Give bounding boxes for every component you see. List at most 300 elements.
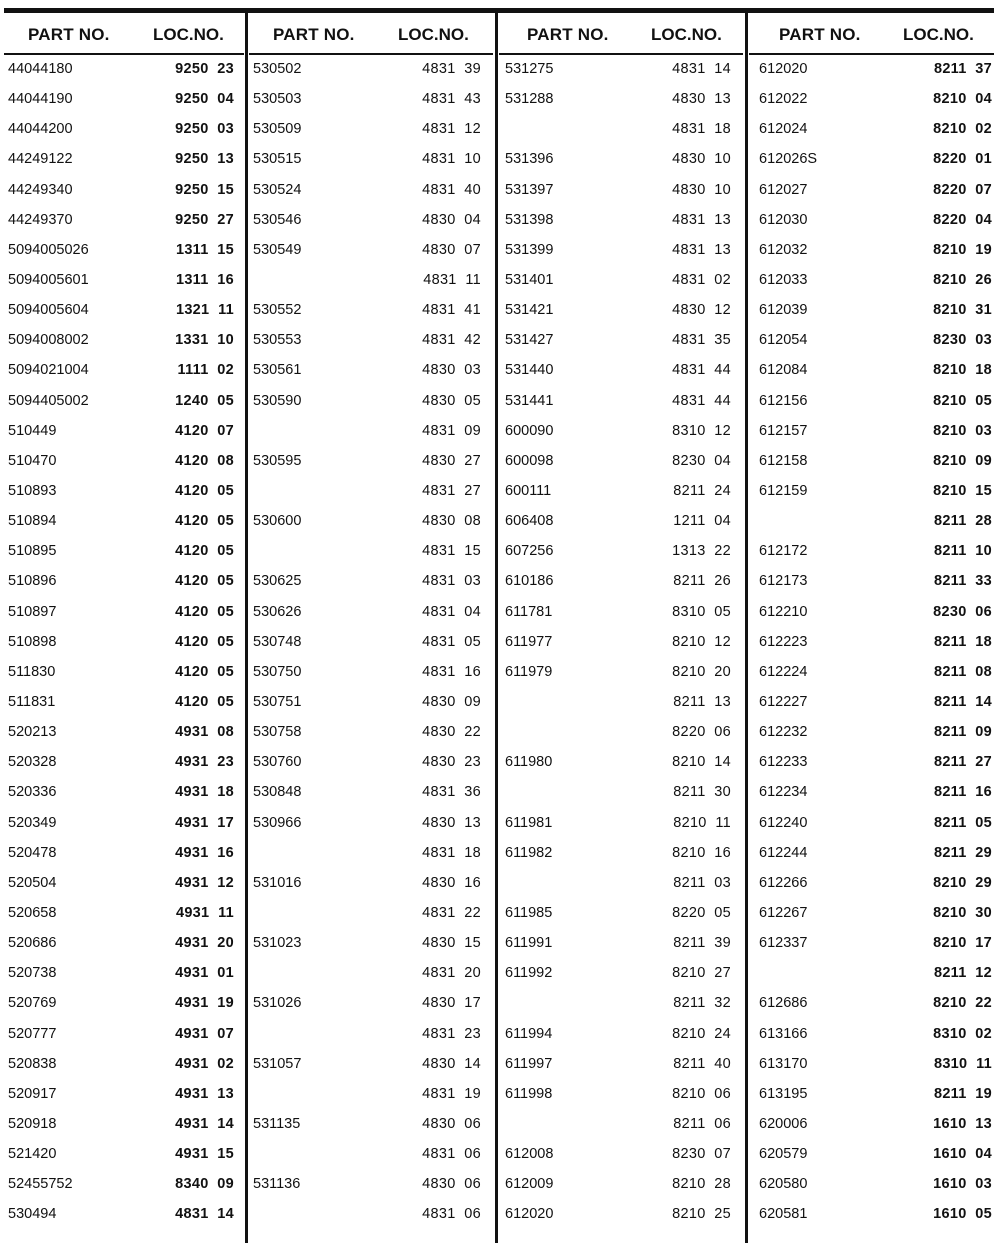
- part-number: 612223: [759, 633, 808, 650]
- location-number: 8220 04: [933, 211, 992, 228]
- location-number: 8211 06: [673, 1115, 731, 1132]
- table-row: [749, 1170, 994, 1200]
- location-number: 8211 16: [933, 784, 992, 801]
- table-row: [4, 477, 244, 507]
- location-number: 4831 10: [422, 151, 481, 168]
- part-number: 44249340: [8, 181, 73, 198]
- part-number: 530848: [253, 784, 302, 801]
- part-number: 530966: [253, 814, 302, 831]
- location-number: 8210 14: [672, 754, 731, 771]
- part-number: 520838: [8, 1055, 57, 1072]
- rows: [499, 55, 743, 1230]
- table-row: [249, 839, 493, 869]
- column-divider: [745, 10, 748, 1243]
- location-number: 8230 03: [933, 332, 992, 349]
- part-number: 612022: [759, 91, 808, 108]
- location-number: 8211 40: [673, 1055, 731, 1072]
- part-number: 510895: [8, 543, 57, 560]
- location-number: 8210 18: [933, 362, 992, 379]
- table-row: [249, 387, 493, 417]
- table-row: [499, 1050, 743, 1080]
- location-number: 4931 15: [175, 1146, 234, 1163]
- part-number: 520918: [8, 1115, 57, 1132]
- part-number: 612157: [759, 422, 808, 439]
- part-number: 510893: [8, 482, 57, 499]
- table-row: [499, 176, 743, 206]
- location-number: 4830 13: [422, 814, 481, 831]
- part-number: 531396: [505, 151, 554, 168]
- column-divider: [245, 10, 248, 1243]
- part-number: 612233: [759, 754, 808, 771]
- table-row: [4, 1110, 244, 1140]
- location-number: 1331 10: [175, 332, 234, 349]
- table-row: [499, 839, 743, 869]
- table-row: [749, 206, 994, 236]
- table-row: [4, 809, 244, 839]
- location-number: 8210 27: [672, 965, 731, 982]
- rows: [4, 55, 244, 1230]
- column-header: [749, 13, 994, 55]
- table-row: [749, 839, 994, 869]
- part-number: 531441: [505, 392, 554, 409]
- part-number: 44249370: [8, 211, 73, 228]
- location-number: 4830 14: [422, 1055, 481, 1072]
- table-row: [4, 869, 244, 899]
- part-number: 612267: [759, 904, 808, 921]
- location-number: 4831 09: [422, 422, 481, 439]
- part-number: 530553: [253, 332, 302, 349]
- part-number: 530625: [253, 573, 302, 590]
- location-number: 4931 11: [175, 904, 234, 921]
- location-number: 4831 44: [672, 392, 731, 409]
- location-number: 8310 12: [672, 422, 731, 439]
- table-row: [749, 326, 994, 356]
- location-number: 4830 17: [422, 995, 481, 1012]
- table-row: [499, 145, 743, 175]
- part-number: 530748: [253, 633, 302, 650]
- part-number: 5094005604: [8, 302, 89, 319]
- location-number: 4831 06: [422, 1206, 481, 1223]
- location-number: 8211 05: [933, 814, 992, 831]
- part-number: 611994: [505, 1025, 553, 1042]
- location-number: 1610 05: [933, 1206, 992, 1223]
- table-row: [249, 447, 493, 477]
- location-number: 8210 12: [672, 633, 731, 650]
- location-number: 4830 10: [672, 181, 731, 198]
- location-number: 4830 23: [422, 754, 481, 771]
- part-number: 600090: [505, 422, 554, 439]
- part-number: 530515: [253, 151, 302, 168]
- table-row: [249, 326, 493, 356]
- table-row: [4, 748, 244, 778]
- location-number: 8210 15: [933, 482, 992, 499]
- part-number: 52455752: [8, 1176, 73, 1193]
- location-number: 1211 04: [673, 513, 731, 530]
- part-number: 530549: [253, 241, 302, 258]
- location-number: 9250 15: [175, 181, 234, 198]
- table-row: [499, 236, 743, 266]
- table-row: [749, 598, 994, 628]
- location-number: 4931 20: [175, 935, 234, 952]
- table-row: [4, 989, 244, 1019]
- table-row: [249, 1020, 493, 1050]
- table-row: [249, 296, 493, 326]
- table-row: [4, 929, 244, 959]
- location-number: 8210 05: [933, 392, 992, 409]
- part-number: 613195: [759, 1085, 808, 1102]
- loc-no-header: LOC.NO.: [398, 25, 469, 44]
- location-number: 8211 09: [933, 724, 992, 741]
- part-number: 530509: [253, 121, 302, 138]
- location-number: 8211 32: [673, 995, 731, 1012]
- location-number: 4831 43: [422, 91, 481, 108]
- location-number: 4120 05: [175, 482, 234, 499]
- location-number: 8310 02: [933, 1025, 992, 1042]
- location-number: 9250 27: [175, 211, 234, 228]
- part-number: 530590: [253, 392, 302, 409]
- part-number: 531275: [505, 61, 554, 77]
- location-number: 4830 05: [422, 392, 481, 409]
- part-number: 520917: [8, 1085, 57, 1102]
- part-number: 530758: [253, 724, 302, 741]
- part-number: 530751: [253, 693, 302, 710]
- location-number: 8210 11: [673, 814, 731, 831]
- part-number: 531135: [253, 1115, 301, 1132]
- table-row: [4, 1170, 244, 1200]
- location-number: 8210 31: [933, 302, 992, 319]
- location-number: 4831 41: [422, 302, 481, 319]
- table-row: [499, 537, 743, 567]
- part-number: 612158: [759, 452, 808, 469]
- part-number: 613170: [759, 1055, 808, 1072]
- location-number: 4120 05: [175, 603, 234, 620]
- location-number: 8210 28: [672, 1176, 731, 1193]
- table-row: [499, 567, 743, 597]
- table-row: [749, 1110, 994, 1140]
- location-number: 4931 08: [175, 724, 234, 741]
- part-number: 530626: [253, 603, 302, 620]
- table-row: [499, 417, 743, 447]
- table-row: [4, 658, 244, 688]
- table-row: [249, 507, 493, 537]
- table-row: [4, 55, 244, 85]
- part-number: 531398: [505, 211, 554, 228]
- table-row: [499, 266, 743, 296]
- location-number: 8211 37: [933, 61, 992, 77]
- location-number: 8220 05: [672, 904, 731, 921]
- location-number: 4831 14: [175, 1206, 234, 1223]
- location-number: 4831 20: [422, 965, 481, 982]
- location-number: 8211 39: [673, 935, 731, 952]
- part-number: 511830: [8, 663, 56, 680]
- column-4: [749, 13, 994, 1243]
- part-number: 520777: [8, 1025, 57, 1042]
- part-number: 520349: [8, 814, 57, 831]
- part-number: 531399: [505, 241, 554, 258]
- location-number: 8211 30: [673, 784, 731, 801]
- table-row: [249, 809, 493, 839]
- rows: [749, 55, 994, 1230]
- part-number: 530595: [253, 452, 302, 469]
- part-number: 620581: [759, 1206, 808, 1223]
- table-row: [249, 567, 493, 597]
- table-row: [749, 356, 994, 386]
- part-number: 612024: [759, 121, 808, 138]
- location-number: 4931 14: [175, 1115, 234, 1132]
- location-number: 8230 06: [933, 603, 992, 620]
- table-row: [749, 869, 994, 899]
- table-row: [249, 85, 493, 115]
- location-number: 8211 24: [673, 482, 731, 499]
- part-number: 613166: [759, 1025, 808, 1042]
- location-number: 4830 04: [422, 211, 481, 228]
- table-row: [499, 809, 743, 839]
- part-number: 530503: [253, 91, 302, 108]
- table-row: [499, 296, 743, 326]
- location-number: 1313 22: [672, 543, 731, 560]
- part-number: 612039: [759, 302, 808, 319]
- column-header: [4, 13, 244, 55]
- part-number: 510896: [8, 573, 57, 590]
- location-number: 8211 29: [933, 844, 992, 861]
- part-number: 520686: [8, 935, 57, 952]
- table-row: [249, 176, 493, 206]
- location-number: 4831 11: [423, 271, 481, 288]
- part-number: 44044180: [8, 61, 73, 77]
- part-number: 44249122: [8, 151, 73, 168]
- column-2: [249, 13, 493, 1243]
- location-number: 4831 04: [422, 603, 481, 620]
- table-row: [499, 959, 743, 989]
- table-row: [499, 598, 743, 628]
- table-row: [749, 718, 994, 748]
- table-row: [4, 718, 244, 748]
- table-row: [749, 688, 994, 718]
- part-number: 44044190: [8, 91, 73, 108]
- part-number: 612227: [759, 693, 808, 710]
- location-number: 9250 13: [175, 151, 234, 168]
- table-row: [4, 326, 244, 356]
- location-number: 4120 08: [175, 452, 234, 469]
- table-row: [249, 688, 493, 718]
- table-row: [249, 1140, 493, 1170]
- part-number: 612054: [759, 332, 808, 349]
- table-row: [499, 1170, 743, 1200]
- location-number: 4831 35: [672, 332, 731, 349]
- table-row: [499, 507, 743, 537]
- table-row: [499, 929, 743, 959]
- location-number: 8230 07: [672, 1146, 731, 1163]
- location-number: 4830 07: [422, 241, 481, 258]
- table-row: [499, 85, 743, 115]
- part-number: 620579: [759, 1146, 808, 1163]
- part-number: 612244: [759, 844, 808, 861]
- column-divider: [495, 10, 498, 1243]
- part-number: 531057: [253, 1055, 302, 1072]
- location-number: 8211 28: [933, 513, 992, 530]
- part-number: 612224: [759, 663, 808, 680]
- table-row: [499, 628, 743, 658]
- rows: [249, 55, 493, 1230]
- table-row: [4, 537, 244, 567]
- part-number: 520738: [8, 965, 57, 982]
- table-row: [249, 899, 493, 929]
- part-number: 530760: [253, 754, 302, 771]
- location-number: 4830 22: [422, 724, 481, 741]
- part-number: 531016: [253, 874, 302, 891]
- location-number: 4831 12: [422, 121, 481, 138]
- table-row: [249, 598, 493, 628]
- location-number: 4831 13: [672, 241, 731, 258]
- table-row: [249, 477, 493, 507]
- part-number: 530552: [253, 302, 302, 319]
- table-row: [499, 356, 743, 386]
- table-row: [499, 206, 743, 236]
- location-number: 8210 19: [933, 241, 992, 258]
- location-number: 4931 23: [175, 754, 234, 771]
- table-row: [749, 989, 994, 1019]
- location-number: 8230 04: [672, 452, 731, 469]
- table-row: [4, 145, 244, 175]
- table-row: [749, 959, 994, 989]
- table-row: [749, 417, 994, 447]
- table-row: [749, 266, 994, 296]
- part-no-header: PART NO.: [273, 25, 355, 44]
- location-number: 1610 13: [933, 1115, 992, 1132]
- table-row: [499, 477, 743, 507]
- part-number: 600098: [505, 452, 554, 469]
- table-row: [249, 929, 493, 959]
- part-number: 611992: [505, 965, 553, 982]
- location-number: 4120 05: [175, 663, 234, 680]
- part-number: 530600: [253, 513, 302, 530]
- table-row: [4, 296, 244, 326]
- location-number: 4830 10: [672, 151, 731, 168]
- table-row: [249, 869, 493, 899]
- location-number: 4831 44: [672, 362, 731, 379]
- location-number: 4831 18: [672, 121, 731, 138]
- location-number: 8220 07: [933, 181, 992, 198]
- part-number: 520504: [8, 874, 57, 891]
- location-number: 4931 18: [175, 784, 234, 801]
- table-row: [4, 266, 244, 296]
- table-row: [4, 1200, 244, 1230]
- table-row: [749, 658, 994, 688]
- table-row: [4, 507, 244, 537]
- part-number: 531288: [505, 91, 554, 108]
- part-number: 612234: [759, 784, 808, 801]
- table-row: [749, 899, 994, 929]
- part-number: 5094405002: [8, 392, 89, 409]
- table-row: [249, 356, 493, 386]
- part-number: 5094021004: [8, 362, 89, 379]
- part-number: 612686: [759, 995, 808, 1012]
- location-number: 9250 03: [175, 121, 234, 138]
- part-number: 600111: [505, 482, 552, 499]
- part-number: 5094005601: [8, 271, 89, 288]
- part-number: 620580: [759, 1176, 808, 1193]
- table-row: [249, 145, 493, 175]
- table-row: [499, 115, 743, 145]
- location-number: 9250 04: [175, 91, 234, 108]
- location-number: 4831 39: [422, 61, 481, 77]
- location-number: 1311 15: [175, 241, 234, 258]
- table-row: [499, 387, 743, 417]
- location-number: 4831 36: [422, 784, 481, 801]
- part-number: 611979: [505, 663, 553, 680]
- part-number: 530524: [253, 181, 302, 198]
- table-row: [749, 296, 994, 326]
- part-number: 611977: [505, 633, 553, 650]
- location-number: 8210 03: [933, 422, 992, 439]
- location-number: 1311 16: [175, 271, 234, 288]
- location-number: 4831 13: [672, 211, 731, 228]
- part-number: 531023: [253, 935, 302, 952]
- location-number: 8210 17: [933, 935, 992, 952]
- location-number: 8211 19: [933, 1085, 992, 1102]
- table-row: [4, 959, 244, 989]
- location-number: 8211 18: [933, 633, 992, 650]
- table-row: [749, 1200, 994, 1230]
- table-row: [499, 326, 743, 356]
- location-number: 4120 05: [175, 633, 234, 650]
- part-number: 531136: [253, 1176, 301, 1193]
- location-number: 8211 13: [673, 693, 731, 710]
- table-row: [4, 688, 244, 718]
- table-row: [4, 115, 244, 145]
- part-no-header: PART NO.: [779, 25, 861, 44]
- part-number: 612159: [759, 482, 808, 499]
- location-number: 8210 04: [933, 91, 992, 108]
- part-number: 612173: [759, 573, 808, 590]
- table-row: [249, 989, 493, 1019]
- location-number: 4931 13: [175, 1085, 234, 1102]
- part-number: 520213: [8, 724, 57, 741]
- table-row: [249, 748, 493, 778]
- location-number: 8210 02: [933, 121, 992, 138]
- table-row: [249, 1200, 493, 1230]
- location-number: 8211 08: [933, 663, 992, 680]
- table-row: [249, 1170, 493, 1200]
- location-number: 8210 30: [933, 904, 992, 921]
- location-number: 4831 18: [422, 844, 481, 861]
- table-row: [749, 778, 994, 808]
- location-number: 4120 05: [175, 573, 234, 590]
- part-number: 510449: [8, 422, 57, 439]
- location-number: 4830 16: [422, 874, 481, 891]
- location-number: 4830 03: [422, 362, 481, 379]
- part-number: 612020: [505, 1206, 554, 1223]
- table-row: [249, 1050, 493, 1080]
- table-row: [749, 809, 994, 839]
- table-row: [4, 778, 244, 808]
- table-row: [749, 477, 994, 507]
- table-row: [499, 55, 743, 85]
- table-row: [499, 989, 743, 1019]
- location-number: 8310 05: [672, 603, 731, 620]
- location-number: 4830 06: [422, 1176, 481, 1193]
- location-number: 1610 03: [933, 1176, 992, 1193]
- location-number: 1240 05: [175, 392, 234, 409]
- location-number: 4831 03: [422, 573, 481, 590]
- part-number: 612008: [505, 1146, 554, 1163]
- part-number: 612172: [759, 543, 808, 560]
- table-row: [749, 447, 994, 477]
- location-number: 8211 33: [933, 573, 992, 590]
- table-row: [499, 778, 743, 808]
- part-no-header: PART NO.: [527, 25, 609, 44]
- location-number: 4931 17: [175, 814, 234, 831]
